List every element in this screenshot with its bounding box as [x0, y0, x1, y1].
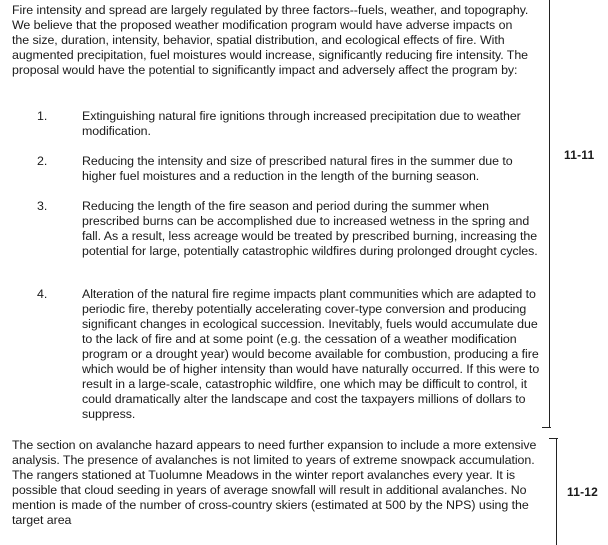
comment-ref-11-11: 11-11 — [564, 148, 595, 162]
list-item-number-3: 3. — [37, 199, 48, 213]
closing-paragraph: The section on avalanche hazard appears to need further expansion to include a more extensive analysis. The presence of avalanches is not limited to years of extreme snowpack accumulation. The rangers stationed at Tuolumne Meadows in the winter report avalanches every year. It is possible that cloud seeding in years of average snowfall will result in additional avalanches. No mention is made of the number of cross-country skiers (estimated at 500 by the NPS) using the target area — [12, 438, 537, 527]
comment-ref-11-12: 11-12 — [567, 485, 599, 499]
intro-paragraph: Fire intensity and spread are largely regulated by three factors--fuels, weather, and topography. We believe that the proposed weather modification program would have adverse impacts on the size, duration, intensity, behavior, spatial distribution, and ecological effects of fire. With augmented precipitation, fuel moistures would increase, significantly reducing fire intensity. The proposal would have the potential to significantly impact and adversely affect the program by: — [12, 3, 529, 77]
comment-bracket-11-11 — [549, 0, 550, 427]
comment-bracket-11-12 — [556, 438, 557, 545]
list-item-text-1: Extinguishing natural fire ignitions through increased precipitation due to weather modification. — [82, 109, 521, 138]
bracket-tick — [549, 438, 558, 439]
list-item-number-2: 2. — [37, 154, 48, 168]
list-item-text-4: Alteration of the natural fire regime impacts plant communities which are adapted to periodic fire, thereby potentially accelerating cover-type conversion and producing significant changes in ecological succession. Inevitably, fuels would accumulate due to the lack of fire and at some point (e.g. the cessation of a weather modification program or a drought year) would become available for combustion, producing a fire which would be of higher intensity than would have naturally occurred. If this were to result in a large-scale, catastrophic wildfire, one which may be difficult to control, it could dramatically alter the landscape and cost the taxpayers millions of dollars to suppress. — [82, 287, 540, 421]
list-item-number-4: 4. — [37, 287, 48, 301]
bracket-tick — [542, 427, 551, 428]
list-item-text-3: Reducing the length of the fire season and period during the summer when prescribed burns can be accomplished due to increased wetness in the spring and fall. As a result, less acreage would be treated by prescribed burning, increasing the potential for large, potentially catastrophic wildfires during prolonged drought cycles. — [82, 199, 538, 258]
list-item-text-2: Reducing the intensity and size of prescribed natural fires in the summer due to higher fuel moistures and a reduction in the length of the burning season. — [82, 154, 513, 183]
list-item-number-1: 1. — [37, 109, 48, 123]
